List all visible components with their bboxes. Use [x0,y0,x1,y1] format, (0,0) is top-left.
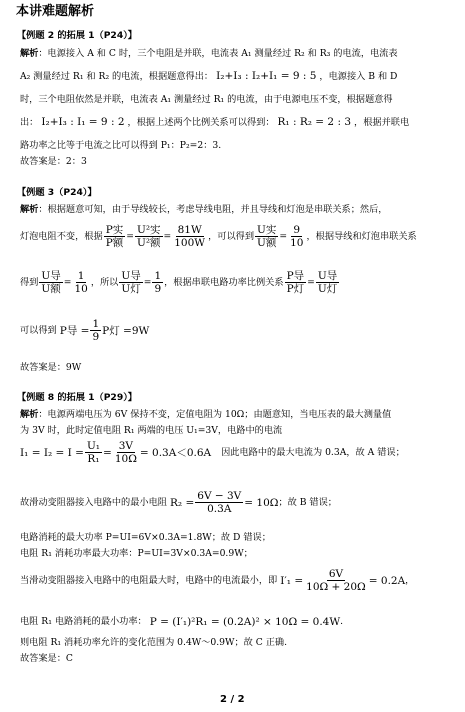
analysis-label: 解析 [20,409,39,420]
math-text: R₂ = [170,496,195,509]
page-title: 本讲难题解析 [16,4,95,19]
numerator: 9 [293,224,301,236]
text: 得到 [20,276,39,288]
text: 灯泡电阻不变，根据 [20,230,103,242]
fraction [172,224,207,249]
text: ，电源接入 B 和 D [319,71,398,82]
text: 电阻 R₁ 电路消耗的最小功率： [20,616,147,627]
denominator: P灯 [286,283,305,295]
numerator: U导 [41,270,61,282]
example-1-heading: 【例题 2 的拓展 1（P24）】 [17,30,137,41]
denominator: 10Ω + 20Ω [306,581,366,593]
fraction [285,270,307,295]
fraction [316,270,339,295]
text: ，根据导线和灯泡串联关系 [306,230,417,242]
math-text: P灯 =9W [102,324,150,337]
example-2-line-1 [20,204,388,216]
text: ， [405,574,415,586]
math-text: = 0.3A＜0.6A [139,446,212,459]
numerator: 1 [154,270,162,282]
example-3-line-6: 电阻 R₁ 消耗功率最大功率：P=UI=3V×0.3A=0.9W； [20,548,253,559]
math-text: P导 = [59,324,90,337]
fraction [119,270,142,295]
denominator: 9 [92,331,100,343]
denominator: U²额 [136,237,161,249]
example-1-line-5: 路功率之比等于电流之比可以得到 P₁：P₂=2：3. [20,140,222,151]
numerator: U²实 [136,224,161,236]
numerator: 3V [118,440,133,452]
text: ，根据并联电 [354,117,410,128]
numerator: U导 [317,270,338,282]
numerator: U导 [121,270,141,282]
example-3-line-8 [20,616,343,628]
fraction [72,270,89,295]
text: 可以得到 [20,324,57,336]
fraction [195,490,243,515]
text: ：电源接入 A 和 C 时，三个电阻是并联，电流表 A₁ 测量经过 R₂ 和 R₃ 的电流，电流表 [38,48,398,59]
numerator: P实 [105,224,124,236]
example-3-line-5: 电路消耗的最大功率 P=UI=6V×0.3A=1.8W；故 D 错误； [20,532,271,543]
denominator: U灯 [121,283,141,295]
text: ；故 B 错误； [278,496,337,508]
denominator: 9 [154,283,162,295]
example-3-line-1 [20,409,391,421]
text: . [340,616,344,627]
fraction [113,440,139,465]
example-1-line-2 [20,70,397,83]
example-1-answer: 故答案是：2：3 [20,156,87,167]
example-3-line-3 [20,440,405,465]
ratio-equation-3: R₁ : R₂ = 2 : 3 [277,116,352,128]
text: 出： [20,117,39,128]
text: ，根据串联电路功率比例关系 [164,276,284,288]
example-3-line-2: 为 3V 时，此时定值电阻 R₁ 两端的电压 U₁=3V，电路中的电流 [20,425,283,436]
text: 当滑动变阻器接入电路中的电阻最大时，电路中的电流最小，即 [20,574,278,586]
example-2-line-3: 得到 $\frac{\text{U导}}{\text{U额}}$ = $\frac{1}{10}$ ，所以 $\frac{\text{U导}}{\text{U灯}}$ = $\frac{1}{9}$ ，根据串联电路功率比例关系 $\frac{\text{P导}}{\text{P灯}}$ = $\frac{\text{U导}}{\text{U灯}}$ [20,270,338,295]
example-2-answer: 故答案是：9W [20,362,82,373]
denominator: 10 [74,283,88,295]
example-1-line-4 [20,116,409,129]
text: ，根据上述两个比例关系可以得到： [127,117,275,128]
denominator: R₁ [87,453,100,465]
text: 因此电路中的最大电流为 0.3A，故 A 错误； [221,446,405,458]
text: ：电源两端电压为 6V 保持不变，定值电阻为 10Ω；由题意知，当电压表的最大测量值 [38,409,392,420]
denominator: 10Ω [114,453,137,465]
example-3-heading: 【例题 8 的拓展 1（P29）】 [17,392,137,403]
text: ，所以 [90,276,119,288]
text: A₂ 测量经过 R₁ 和 R₂ 的电流，根据题意得出： [20,71,214,82]
example-3-line-7 [20,568,414,593]
example-3-line-9: 则电阻 R₁ 消耗功率允许的变化范围为 0.4W～0.9W；故 C 正确. [20,637,288,648]
math-text: = 10Ω [244,496,279,509]
example-3-line-4 [20,490,337,515]
fraction [85,440,102,465]
denominator: U额 [41,283,61,295]
numerator: 6V − 3V [197,490,242,502]
example-2-line-4 [20,318,149,343]
fraction [135,224,163,249]
text: ，可以得到 [208,230,255,242]
ratio-equation-2: I₂+I₃ : I₁ = 9 : 2 [41,116,125,128]
numerator: U实 [257,224,277,236]
example-1-line-3: 时，三个电阻依然是并联，电流表 A₁ 测量经过 R₁ 的电流，由于电源电压不变，根据题意得 [20,94,393,105]
numerator: 1 [77,270,85,282]
math-text: = [103,446,112,459]
analysis-label: 解析 [20,204,39,215]
math-text: = 0.2A [368,574,406,587]
fraction [304,568,368,593]
fraction [288,224,305,249]
denominator: U灯 [317,283,338,295]
math-text: P = (I′₁)²R₁ = (0.2A)² × 10Ω = 0.4W [149,616,341,628]
text: ：根据题意可知，由于导线较长，考虑导线电阻，并且导线和灯泡是串联关系；然后， [38,204,388,215]
denominator: 100W [174,237,206,249]
page-number: 2 / 2 [220,694,245,705]
math-text: I₁ = I₂ = I = [20,446,84,459]
analysis-label: 解析 [20,48,39,59]
numerator: 81W [177,224,202,236]
math-text: I′₁ = [280,574,304,587]
example-3-answer: 故答案是：C [20,653,73,664]
numerator: U₁ [86,440,101,452]
denominator: 10 [290,237,304,249]
example-1-line-1 [20,48,398,60]
example-2-line-2: 灯泡电阻不变，根据 $\frac{\text{P实}}{\text{P额}}$ = $\frac{\text{U²实}}{\text{U²额}}$ = $\frac{81W}{100W}$ ，可以得到 $\frac{\text{U实}}{\text{U额}}$ = $\frac{9}{10}$ ，根据导线和灯泡串联关系 [20,224,417,249]
ratio-equation-1: I₂+I₃ : I₂+I₁ = 9 : 5 [216,70,317,82]
denominator: 0.3A [207,503,232,515]
fraction [39,270,62,295]
text: 故滑动变阻器接入电路中的最小电阻 [20,496,167,508]
example-2-heading: 【例题 3（P24）】 [17,187,97,198]
denominator: P额 [105,237,124,249]
numerator: P导 [286,270,305,282]
fraction [152,270,163,295]
numerator: 1 [92,318,100,330]
fraction [90,318,101,343]
numerator: 6V [328,568,344,580]
fraction [255,224,278,249]
fraction [104,224,126,249]
denominator: U额 [257,237,277,249]
